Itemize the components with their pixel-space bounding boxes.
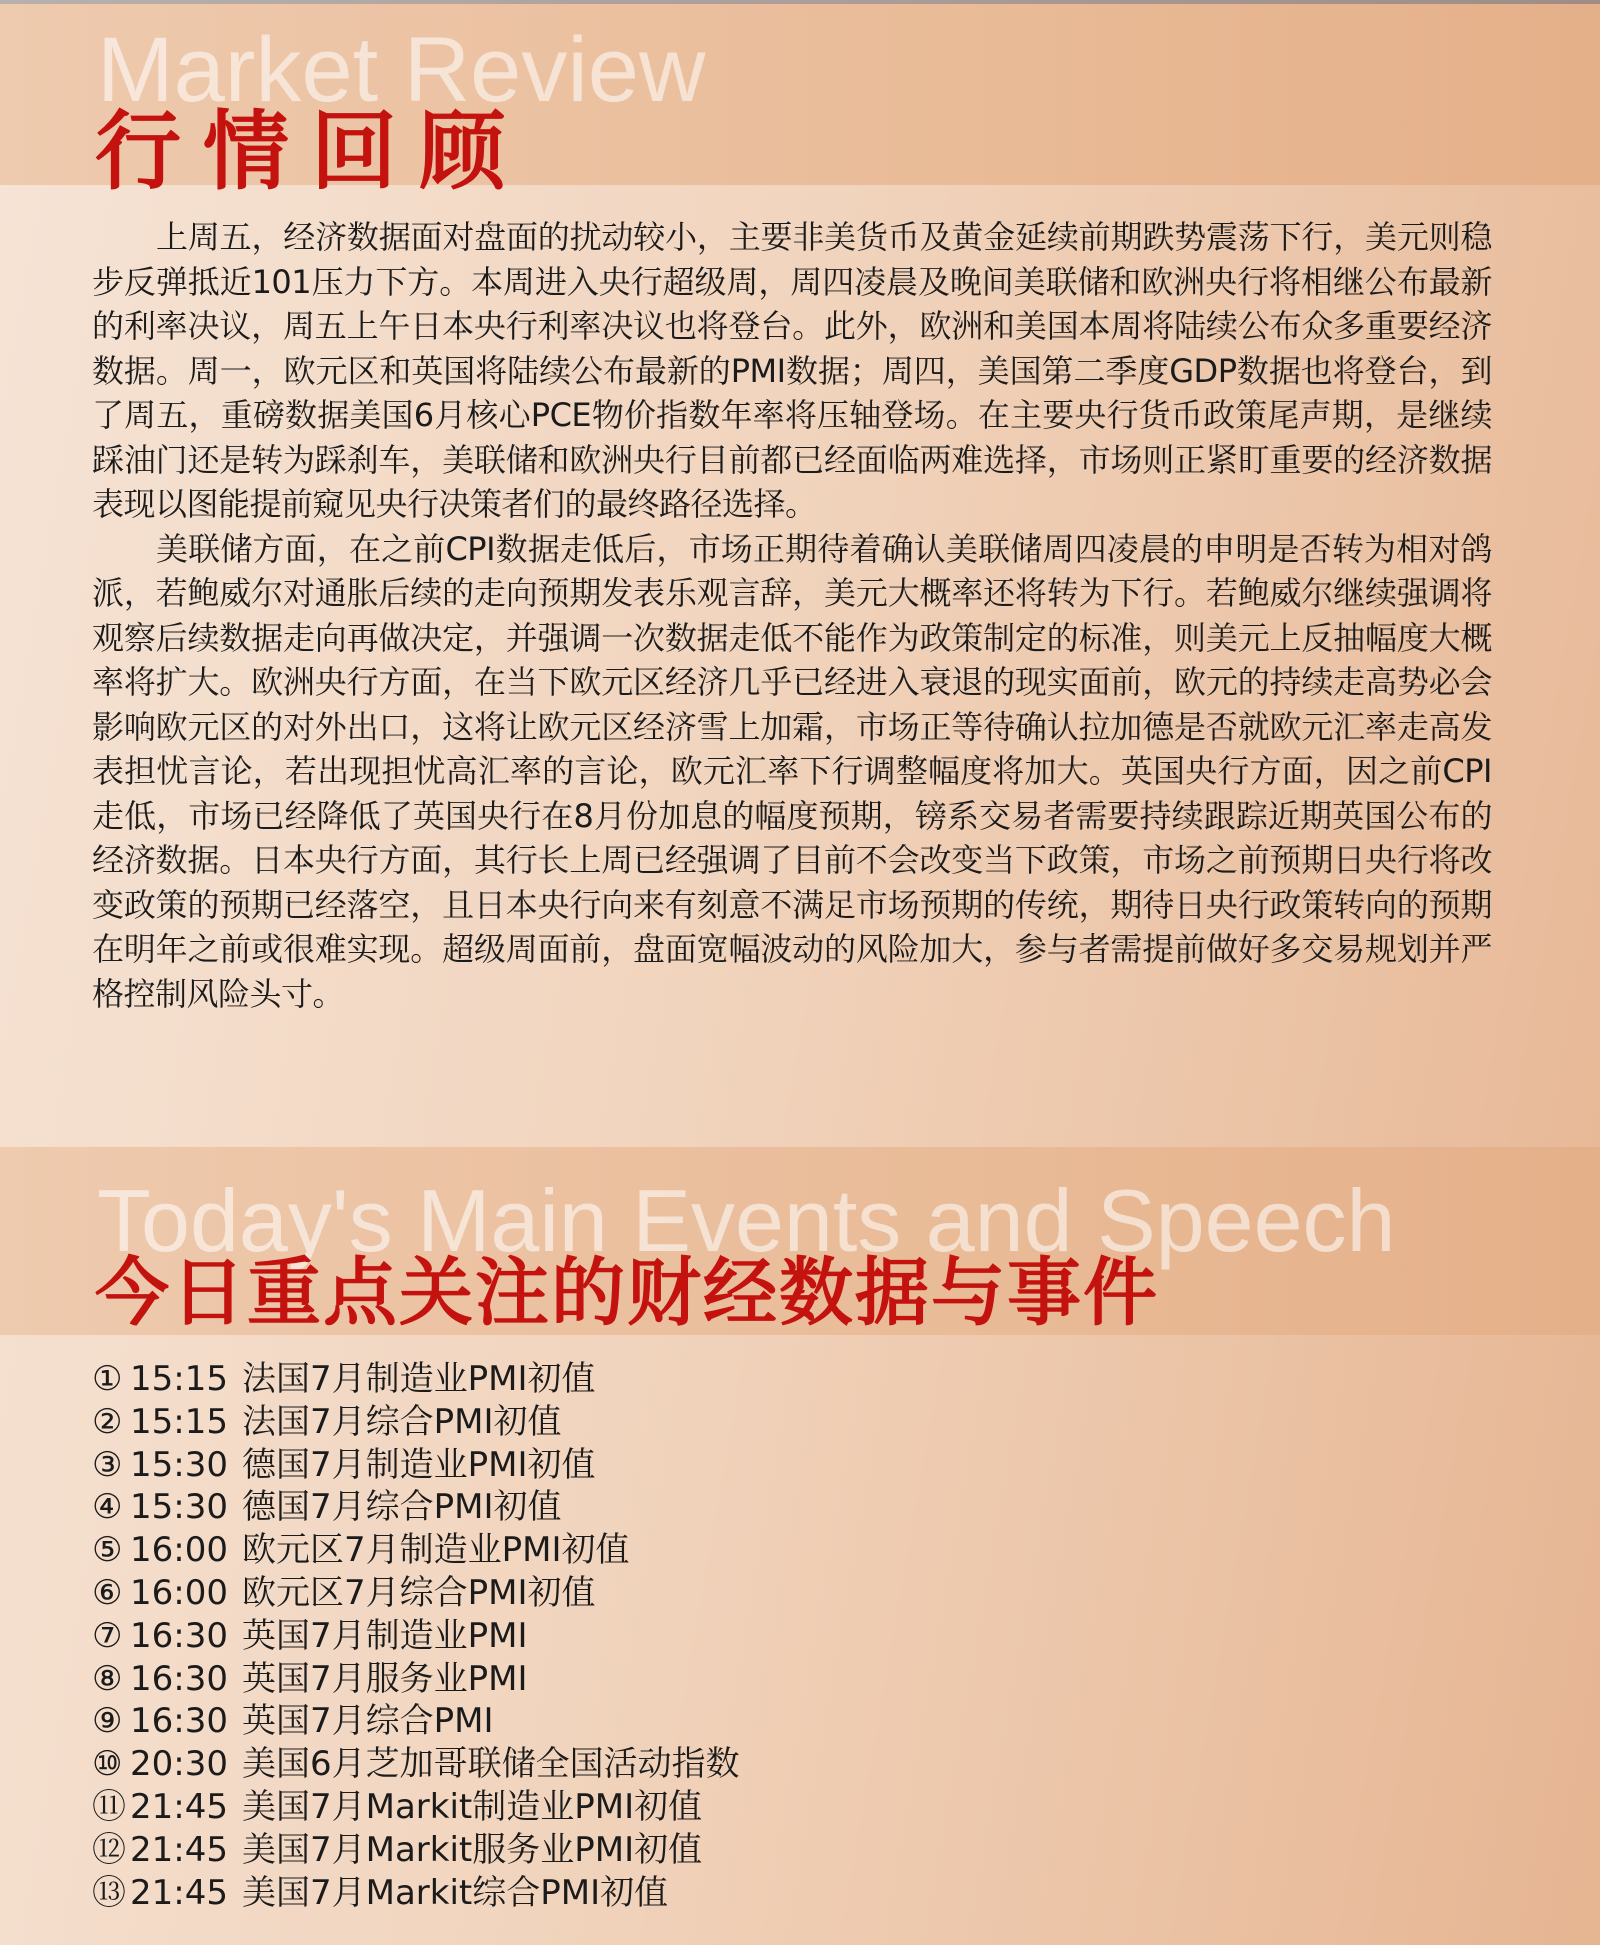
- paragraph: 美联储方面，在之前CPI数据走低后，市场正期待着确认美联储周四凌晨的申明是否转为相对鸽派，若鲍威尔对通胀后续的走向预期发表乐观言辞，美元大概率还将转为下行。若鲍威尔继续强调将观察后续数据走向再做决定，并强调一次数据走低不能作为政策制定的标准，则美元上反抽幅度大概率将扩大。欧洲央行方面，在当下欧元区经济几乎已经进入衰退的现实面前，欧元的持续走高势必会影响欧元区的对外出口，这将让欧元区经济雪上加霜，市场正等待确认拉加德是否就欧元汇率走高发表担忧言论，若出现担忧高汇率的言论，欧元汇率下行调整幅度将加大。英国央行方面，因之前CPI走低，市场已经降低了英国央行在8月份加息的幅度预期，镑系交易者需要持续跟踪近期英国公布的经济数据。日本央行方面，其行长上周已经强调了目前不会改变当下政策，市场之前预期日央行将改变政策的预期已经落空，且日本央行向来有刻意不满足市场预期的传统，期待日央行政策转向的预期在明年之前或很难实现。超级周面前，盘面宽幅波动的风险加大，参与者需提前做好多交易规划并严格控制风险头寸。: [92, 529, 1492, 1013]
- market-review-watermark: Market Review: [97, 19, 706, 121]
- event-item: [92, 1829, 740, 1872]
- event-time: 16:30: [130, 1701, 228, 1742]
- event-number: ⑤: [92, 1530, 123, 1571]
- event-item: [92, 1786, 740, 1829]
- event-number: ②: [92, 1401, 123, 1442]
- event-time: 15:30: [130, 1487, 228, 1528]
- event-number: ⑥: [92, 1572, 123, 1613]
- market-review-body: [92, 215, 1492, 1016]
- events-title: 今日重点关注的财经数据与事件: [95, 1250, 1159, 1336]
- event-number: ⑦: [92, 1615, 123, 1656]
- event-item: [92, 1572, 740, 1615]
- event-number: ⑩: [92, 1744, 123, 1785]
- event-time: 16:00: [130, 1572, 228, 1613]
- event-number: ⑬: [92, 1872, 126, 1913]
- event-item: [92, 1358, 740, 1401]
- event-time: 16:30: [130, 1615, 228, 1656]
- event-description: 美国6月芝加哥联储全国活动指数: [242, 1744, 740, 1785]
- event-time: 15:15: [130, 1401, 228, 1442]
- event-number: ⑫: [92, 1829, 126, 1870]
- events-watermark: Today's Main Events and Speech: [97, 1171, 1396, 1270]
- market-review-title: 行情回顾: [95, 102, 527, 202]
- event-number: ①: [92, 1359, 123, 1399]
- event-description: 欧元区7月制造业PMI初值: [242, 1530, 630, 1571]
- event-description: 法国7月制造业PMI初值: [242, 1359, 596, 1399]
- event-item: [92, 1444, 740, 1487]
- event-item: [92, 1529, 740, 1572]
- event-number: ④: [92, 1487, 123, 1528]
- event-time: 21:45: [130, 1872, 228, 1913]
- event-description: 英国7月制造业PMI: [242, 1615, 528, 1656]
- event-number: ⑧: [92, 1658, 123, 1699]
- event-description: 欧元区7月综合PMI初值: [242, 1572, 596, 1613]
- event-item: [92, 1615, 740, 1658]
- event-description: 英国7月服务业PMI: [242, 1658, 528, 1699]
- top-edge: [0, 0, 1600, 4]
- event-time: 16:00: [130, 1530, 228, 1571]
- events-list: [92, 1358, 740, 1914]
- event-description: 德国7月制造业PMI初值: [242, 1444, 596, 1485]
- event-item: [92, 1486, 740, 1529]
- event-number: ③: [92, 1444, 123, 1485]
- event-description: 德国7月综合PMI初值: [242, 1487, 562, 1528]
- event-time: 20:30: [130, 1744, 228, 1785]
- event-time: 15:15: [130, 1359, 228, 1399]
- event-time: 21:45: [130, 1786, 228, 1827]
- event-item: [92, 1872, 740, 1915]
- event-time: 16:30: [130, 1658, 228, 1699]
- event-description: 美国7月Markit制造业PMI初值: [242, 1786, 703, 1827]
- event-description: 美国7月Markit服务业PMI初值: [242, 1829, 703, 1870]
- event-item: [92, 1658, 740, 1701]
- event-description: 美国7月Markit综合PMI初值: [242, 1872, 669, 1913]
- event-number: ⑨: [92, 1701, 123, 1742]
- event-description: 法国7月综合PMI初值: [242, 1401, 562, 1442]
- event-item: [92, 1700, 740, 1743]
- paragraph: 上周五，经济数据面对盘面的扰动较小，主要非美货币及黄金延续前期跌势震荡下行，美元则稳步反弹抵近101压力下方。本周进入央行超级周，周四凌晨及晚间美联储和欧洲央行将相继公布最新的利率决议，周五上午日本央行利率决议也将登台。此外，欧洲和美国本周将陆续公布众多重要经济数据。周一，欧元区和英国将陆续公布最新的PMI数据；周四，美国第二季度GDP数据也将登台，到了周五，重磅数据美国6月核心PCE物价指数年率将压轴登场。在主要央行货币政策尾声期，是继续踩油门还是转为踩刹车，美联储和欧洲央行目前都已经面临两难选择，市场则正紧盯重要的经济数据表现以图能提前窥见央行决策者们的最终路径选择。: [92, 218, 1492, 523]
- event-number: ⑪: [92, 1786, 126, 1827]
- event-description: 英国7月综合PMI: [242, 1701, 494, 1742]
- event-time: 21:45: [130, 1829, 228, 1870]
- event-item: [92, 1743, 740, 1786]
- event-time: 15:30: [130, 1444, 228, 1485]
- event-item: [92, 1401, 740, 1444]
